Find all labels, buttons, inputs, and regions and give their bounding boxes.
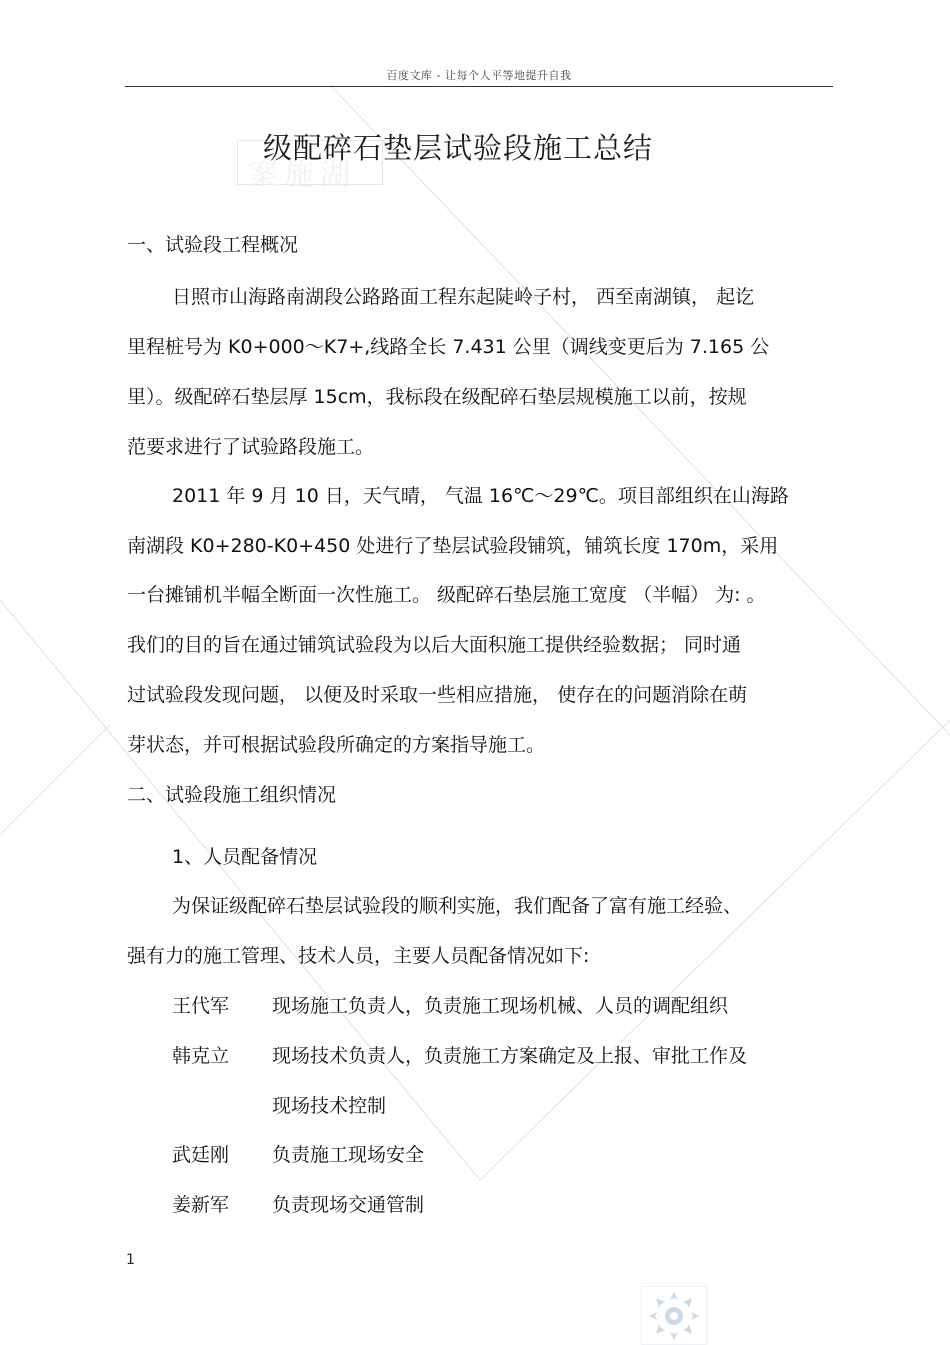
section-heading-2: 二、试验段施工组织情况 — [127, 784, 337, 806]
paragraph-line: 一台摊铺机半幅全断面一次性施工。 级配碎石垫层施工宽度 （半幅） 为: 。 — [127, 584, 766, 606]
paragraph-line: 南湖段 K0+280-K0+450 处进行了垫层试验段铺筑，铺筑长度 170m，采用 — [127, 535, 779, 557]
section-heading-1: 一、试验段工程概况 — [127, 234, 299, 256]
page-header: 百度文库 - 让每个人平等地提升自我 — [386, 69, 572, 82]
staff-duty: 现场技术负责人，负责施工方案确定及上报、审批工作及 — [272, 1045, 748, 1067]
staff-name: 武廷刚 — [172, 1144, 230, 1166]
paragraph-line: 芽状态，并可根据试验段所确定的方案指导施工。 — [127, 734, 546, 756]
staff-name: 王代军 — [172, 995, 230, 1017]
header-divider — [125, 86, 833, 87]
staff-duty: 负责现场交通管制 — [272, 1194, 425, 1216]
watermark-stamp-text: 案施湖 — [248, 158, 356, 193]
paragraph-line: 强有力的施工管理、技术人员，主要人员配备情况如下: — [127, 945, 590, 967]
paragraph-line: 里）。级配碎石垫层厚 15cm，我标段在级配碎石垫层规模施工以前，按规 — [127, 386, 747, 408]
paragraph-line: 为保证级配碎石垫层试验段的顺利实施，我们配备了富有施工经验、 — [172, 895, 743, 917]
subsection-heading: 1、人员配备情况 — [172, 846, 318, 868]
staff-duty: 负责施工现场安全 — [272, 1144, 425, 1166]
paragraph-line: 范要求进行了试验路段施工。 — [127, 436, 375, 458]
staff-name: 韩克立 — [172, 1045, 230, 1067]
staff-duty: 现场技术控制 — [272, 1095, 387, 1117]
paragraph-line: 我们的目的旨在通过铺筑试验段为以后大面积施工提供经验数据； 同时通 — [127, 634, 742, 656]
page-number: 1 — [126, 1252, 135, 1268]
staff-name: 姜新军 — [172, 1194, 230, 1216]
staff-duty: 现场施工负责人，负责施工现场机械、人员的调配组织 — [272, 995, 729, 1017]
snowflake-logo-icon — [641, 1286, 707, 1345]
paragraph-line: 2011 年 9 月 10 日，天气晴， 气温 16℃～29℃。项目部组织在山海路 — [172, 485, 789, 507]
paragraph-line: 日照市山海路南湖段公路路面工程东起陡岭子村， 西至南湖镇， 起讫 — [172, 286, 755, 308]
paragraph-line: 过试验段发现问题， 以便及时采取一些相应措施， 使存在的问题消除在萌 — [127, 684, 748, 706]
document-title: 级配碎石垫层试验段施工总结 — [262, 131, 653, 165]
paragraph-line: 里程桩号为 K0+000～K7+,线路全长 7.431 公里（调线变更后为 7.165 公 — [127, 336, 770, 358]
